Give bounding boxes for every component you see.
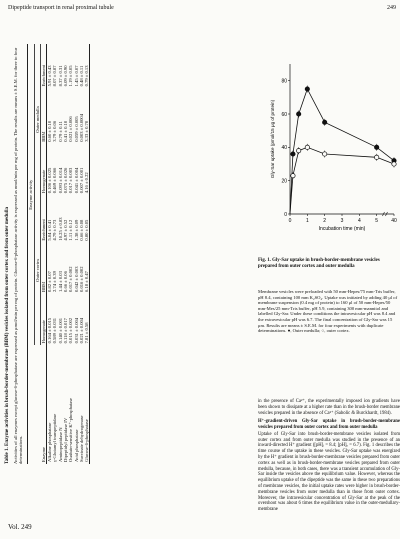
data-point [291, 152, 295, 156]
enzyme-table-block [5, 44, 235, 464]
running-head-title: Dipeptide transport in renal proximal tubule [8, 5, 114, 11]
value-cell: 0.075 ± 0.026 [63, 167, 68, 194]
value-cell: 0.79 ± 0.13 [84, 65, 90, 87]
data-point [322, 120, 326, 124]
value-cell: 0.041 ± 0.004 [73, 167, 79, 194]
data-point [322, 152, 326, 156]
data-point [305, 87, 309, 91]
value-cell: 3.79 ± 0.06 [52, 120, 58, 142]
y-axis-label: Gly-Sar uptake (pmol/15 μg of protein) [270, 99, 275, 179]
value-cell: 0.042 ± 0.003 [73, 266, 79, 292]
value-cell: 6.09 ± 0.90 [63, 65, 68, 87]
figure-caption-title: Fig. 1. Gly-Sar uptake in brush-border-membrane vesicles prepared from outer cortex and outer medulla [258, 258, 380, 270]
enzyme-name-cell: Glucose-6-phosphatase [84, 419, 90, 462]
data-point [374, 145, 378, 149]
table-group-header: Enzyme activity [28, 44, 34, 345]
x-tick-label: 3 [340, 218, 344, 224]
value-cell: 10.25 ± 0.83 [57, 217, 63, 241]
y-tick-label: 60 [281, 111, 287, 118]
y-tick-label: 20 [281, 178, 287, 185]
enzyme-name-cell: Ouabain-sensitive K⁺-phosphatase [68, 397, 74, 462]
x-tick-label: 40 [391, 218, 397, 224]
table-subgroup-medulla: Outer medulla [34, 44, 40, 195]
value-cell: 0.021 ± 0.004 [78, 317, 84, 344]
column-header: Enrichment [40, 219, 46, 241]
value-cell: 0.015 ± 0.002 [68, 317, 74, 344]
value-cell: 0.106 ± 0.025 [47, 167, 53, 194]
value-cell: 1.11 ± 0.12 [68, 219, 74, 241]
x-tick-label: 1 [305, 218, 309, 224]
value-cell: 0.017 ± 0.003 [68, 167, 74, 194]
value-cell: 1.19 ± 0.05 [68, 65, 74, 87]
value-cell: 1.44 ± 0.03 [57, 271, 63, 292]
paragraph: in the presence of Ca²⁺, the experimentally imposed ion gradients have been shown to dissipate at a higher rate than in the brush-border membrane vesicles prepared in the absence of Ca²⁺ (Sabolic & Burckhardt, 1984). [258, 399, 400, 416]
value-cell: 0.003 ± 0.0004 [78, 113, 84, 142]
value-cell: 0.79 ± 0.11 [57, 121, 63, 142]
enzyme-name-cell: γ-Glutamyl transpeptidase [52, 413, 58, 462]
data-point [374, 155, 378, 159]
value-cell: 1.38 ± 0.09 [73, 219, 79, 241]
value-cell: 0.016 ± 0.002 [78, 266, 84, 292]
column-header: Enzyme [40, 446, 46, 462]
column-header: Enrichment [40, 64, 46, 87]
gly-sar-uptake-chart [268, 60, 400, 238]
volume-footer: Vol. 249 [8, 523, 32, 531]
value-cell: 0.41 ± 0.10 [63, 120, 68, 142]
value-cell: 0.60 ± 0.10 [47, 120, 53, 142]
value-cell: 0.66 ± 0.08 [78, 219, 84, 241]
value-cell: 8.07 ± 0.87 [52, 65, 58, 87]
figure-caption [258, 258, 400, 270]
value-cell: 0.164 ± 0.015 [47, 317, 53, 344]
enzyme-name-cell: Acid phosphatase [73, 429, 79, 462]
value-cell: 0.80 ± 0.05 [84, 219, 90, 241]
value-cell: 5.04 ± 0.41 [47, 219, 53, 241]
value-cell: 0.589 ± 0.031 [52, 317, 58, 344]
table-row [84, 44, 90, 464]
x-tick-label: 4 [357, 218, 361, 224]
column-header: Homogenate [40, 319, 46, 344]
enzyme-table [27, 44, 90, 464]
value-cell: 0.82 ± 0.07 [47, 271, 53, 292]
value-cell: 7.81 ± 0.58 [84, 322, 90, 344]
value-cell: 0.469 ± 0.066 [52, 167, 58, 194]
y-tick-label: 40 [281, 145, 287, 152]
x-axis-label: Incubation time (min) [318, 226, 366, 232]
value-cell: 4.16 ± 0.22 [84, 172, 90, 194]
column-header: BBM [40, 281, 46, 292]
table-title: Table 1. Enzyme activities in brush-border-membrane (BBM) vesicles isolated from outer cortex and from outer medulla [5, 206, 10, 464]
table-subgroup-cortex: Outer cortex [34, 195, 40, 345]
data-point [296, 148, 300, 152]
value-cell: 1.45 ± 0.07 [73, 65, 79, 87]
value-cell: 0.118 ± 0.017 [63, 318, 68, 344]
x-tick-label: 2 [323, 218, 327, 224]
value-cell: 0.093 ± 0.014 [57, 167, 63, 194]
value-cell: 4.79 ± 0.73 [52, 219, 58, 241]
body-text [258, 399, 400, 516]
value-cell: 0.48 ± 0.11 [78, 65, 84, 87]
value-cell: 0.021 ± 0.006 [68, 116, 74, 142]
table-body [47, 44, 90, 464]
value-cell: 5.91 ± 0.43 [47, 65, 53, 87]
value-cell: 0.031 ± 0.004 [73, 317, 79, 344]
table-note: Activities of all enzymes except glucose-6-phosphatase are expressed as μmol/min per mg of protein. Glucose-6-phosphatase activity is expressed as nmol/min per mg of protein. The results are means ± S.E.M. for three to four determinations. [12, 47, 24, 464]
enzyme-name-cell: Dipeptidyl peptidase IV [63, 417, 68, 462]
y-tick-label: 0 [284, 211, 287, 218]
data-point [291, 173, 295, 177]
enzyme-name-cell: Succinate dehydrogenase [78, 415, 84, 462]
x-tick-label: 5 [375, 218, 379, 224]
figure-legend: Membrane vesicles were preloaded with 50 mm-Hepes/75 mm-Tris buffer, pH 8.4, containing 100 mm K₂SO₄. Uptake was initiated by adding 40 μl of membrane suspension (0.4 mg of protein) to 160 μl of 50 mm-Hepes/50 mm-Mes/25 mm-Tris buffer, pH 5.9, containing 300 mm-mannitol and labelled Gly-Sar. Under these conditions the intravesicular pH was 8.4 and the extravesicular pH was 6.7. The final concentration of Gly-Sar was 15 μm. Results are means ± S.E.M. for four experiments with duplicate determinations. ●, Outer medulla; ○, outer cortex. [258, 289, 398, 334]
value-cell: 0.007 ± 0.001 [78, 167, 84, 194]
series-line-outer-medulla [290, 89, 394, 214]
column-header: BBM [40, 131, 46, 142]
value-cell: 0.059 ± 0.005 [73, 116, 79, 142]
value-cell: 0.140 ± 0.001 [57, 317, 63, 344]
value-cell: 2.74 ± 0.39 [52, 271, 58, 292]
enzyme-name-cell: Alkaline phosphatase [47, 422, 53, 462]
data-point [392, 162, 396, 166]
value-cell: 6.18 ± 0.47 [84, 271, 90, 292]
data-point [305, 145, 309, 149]
page-number: 249 [387, 5, 396, 11]
paragraph: Uptake of Gly-Sar into brush-border-membrane vesicles isolated from outer cortex and from outer medulla was studied in the presence of an inward-directed H⁺ gradient ([pH]ᵢ = 8.4; [pH]ₒ = 6.7). Fig. 1 describes the time course of the uptake in these vesicles. Gly-Sar uptake was energized by the H⁺ gradient in brush-border-membrane vesicles prepared from outer cortex as well as in brush-border-membrane vesicles prepared from outer medulla, because, in both cases, there was a transient accumulation of Gly-Sar inside the vesicles above the equilibrium value. However, whereas the equilibrium uptake of the dipeptide was the same in these two preparations of membrane vesicles, the initial uptake rates were higher in brush-border-membrane vesicles from outer medulla than in those from outer cortex. Moreover, the intravesicular concentration of Gly-Sar at the peak of the overshoot was about 6 times the equilibrium value in the outer-medullary-membrane [258, 431, 400, 513]
x-tick-label: 0 [288, 218, 292, 224]
value-cell: 4.97 ± 0.52 [63, 219, 68, 241]
section-heading: H⁺-gradient-driven Gly-Sar uptake in brush-border-membrane vesicles prepared from outer cortex and from outer medulla [258, 419, 400, 431]
column-header: Homogenate [40, 169, 46, 194]
enzyme-name-cell: Aminopeptidase N [57, 427, 63, 462]
value-cell: 0.017 ± 0.002 [68, 266, 74, 292]
data-point [296, 112, 300, 116]
value-cell: 3.33 ± 0.70 [84, 120, 90, 142]
value-cell: 8.37 ± 0.31 [57, 65, 63, 87]
y-tick-label: 80 [281, 78, 287, 85]
value-cell: 0.66 ± 0.06 [63, 271, 68, 292]
